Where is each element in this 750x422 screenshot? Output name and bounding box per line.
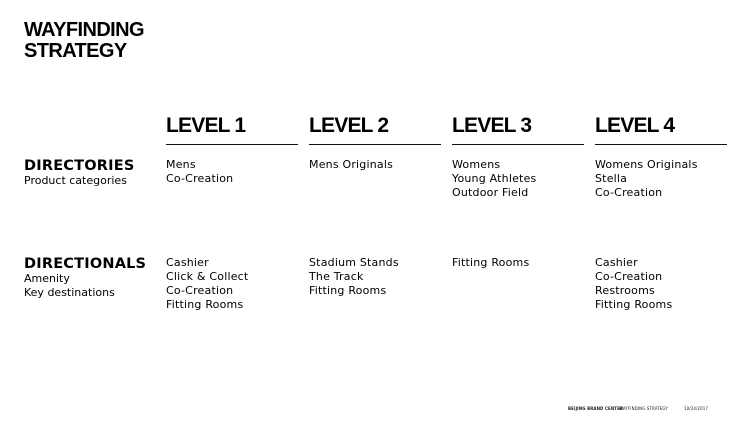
- list-item: The Track: [309, 270, 364, 283]
- list-item: Fitting Rooms: [595, 298, 673, 311]
- level-1-header: [166, 114, 298, 145]
- list-item: Fitting Rooms: [309, 284, 387, 297]
- list-item: Womens Originals: [595, 158, 698, 171]
- directionals-subtitle-2: Key destinations: [24, 286, 115, 299]
- list-item: Cashier: [166, 256, 209, 269]
- directionals-subtitle-1: Amenity: [24, 272, 70, 285]
- directionals-level-1-cell: [166, 256, 301, 312]
- list-item: Mens Originals: [309, 158, 394, 171]
- level-2-header: [309, 114, 441, 145]
- directionals-heading: DIRECTIONALS: [24, 256, 147, 272]
- list-item: Restrooms: [595, 284, 655, 297]
- list-item: Cashier: [595, 256, 638, 269]
- directories-level-3-cell: [452, 158, 587, 200]
- directionals-level-3-cell: [452, 256, 587, 270]
- directories-level-2-cell: [309, 158, 444, 172]
- list-item: Young Athletes: [452, 172, 537, 185]
- list-item: Stadium Stands: [309, 256, 399, 269]
- list-item: Mens: [166, 158, 196, 171]
- directories-heading: DIRECTORIES: [24, 158, 135, 174]
- list-item: Outdoor Field: [452, 186, 529, 199]
- page-title: WAYFINDING STRATEGY: [24, 19, 144, 62]
- list-item: Stella: [595, 172, 628, 185]
- list-item: Co-Creation: [166, 284, 234, 297]
- list-item: Fitting Rooms: [166, 298, 244, 311]
- level-4-label: LEVEL 4: [595, 114, 675, 137]
- directories-level-4-cell: [595, 158, 730, 200]
- level-2-label: LEVEL 2: [309, 114, 389, 137]
- directories-level-1-cell: [166, 158, 301, 186]
- level-4-header: [595, 114, 727, 145]
- directories-subtitle: Product categories: [24, 174, 127, 187]
- list-item: Co-Creation: [595, 186, 663, 199]
- directories-row-label: [24, 158, 164, 188]
- list-item: Click & Collect: [166, 270, 249, 283]
- footer-project: WAYFINDING STRATEGY: [619, 406, 668, 411]
- footer-org: BEIJING BRAND CENTER: [568, 406, 624, 411]
- level-1-label: LEVEL 1: [166, 114, 246, 137]
- list-item: Co-Creation: [166, 172, 234, 185]
- level-3-label: LEVEL 3: [452, 114, 532, 137]
- directionals-row-label: [24, 256, 164, 300]
- level-3-header: [452, 114, 584, 145]
- footer-date: 10/24/2017: [684, 406, 709, 411]
- directionals-level-4-cell: [595, 256, 730, 312]
- list-item: Fitting Rooms: [452, 256, 530, 269]
- list-item: Womens: [452, 158, 501, 171]
- directionals-level-2-cell: [309, 256, 444, 298]
- list-item: Co-Creation: [595, 270, 663, 283]
